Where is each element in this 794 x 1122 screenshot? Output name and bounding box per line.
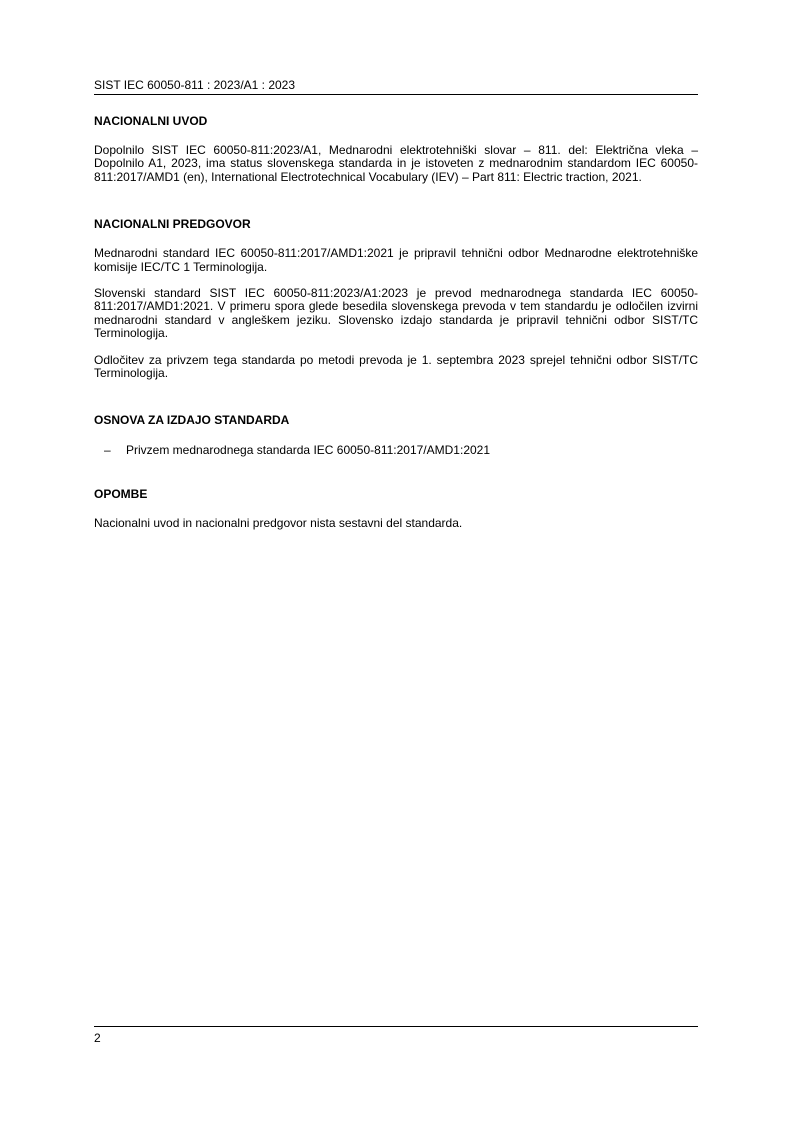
list-item: [94, 443, 698, 457]
dash-bullet: –: [104, 443, 111, 458]
page-header: SIST IEC 60050-811 : 2023/A1 : 2023: [94, 78, 698, 95]
paragraph: Nacionalni uvod in nacionalni predgovor nista sestavni del standarda.: [94, 516, 463, 531]
list-item-text: Privzem mednarodnega standarda IEC 60050-811:2017/AMD1:2021: [126, 443, 491, 458]
section-title: OSNOVA ZA IZDAJO STANDARDA: [94, 413, 290, 428]
section-nacionalni-uvod: [94, 114, 698, 184]
paragraph: Dopolnilo SIST IEC 60050-811:2023/A1, Mednarodni elektrotehniški slovar – 811. del: Električna vleka – Dopolnilo A1, 2023, ima status slovenskega standarda in je istoveten z mednarodnim standardom IEC 60050-811:2017/AMD1 (en), International Electrotechnical Vocabulary (IEV) – Part 811: Electric traction, 2021.: [94, 143, 698, 184]
page-number: 2: [94, 1031, 101, 1045]
basis-list: [94, 443, 698, 457]
section-osnova-za-izdajo: [94, 413, 698, 457]
section-title: NACIONALNI UVOD: [94, 114, 208, 128]
paragraph: Slovenski standard SIST IEC 60050-811:2023/A1:2023 je prevod mednarodnega standarda IEC 60050-811:2017/AMD1:2021. V primeru spora glede besedila slovenskega prevoda v tem standardu je odločilen izvirni mednarodni standard v angleškem jeziku. Slovensko izdajo standarda je pripravil tehnični odbor SIST/TC Terminologija.: [94, 286, 698, 341]
section-title: OPOMBE: [94, 487, 148, 502]
paragraph: Mednarodni standard IEC 60050-811:2017/AMD1:2021 je pripravil tehnični odbor Mednarodne elektrotehniške komisije IEC/TC 1 Terminologija.: [94, 246, 698, 274]
section-nacionalni-predgovor: [94, 217, 698, 380]
paragraph: Odločitev za privzem tega standarda po metodi prevoda je 1. septembra 2023 sprejel tehnični odbor SIST/TC Terminologija.: [94, 352, 698, 381]
document-body: [94, 114, 698, 531]
section-title: NACIONALNI PREDGOVOR: [94, 217, 251, 232]
section-opombe: [94, 487, 698, 530]
page-footer: [94, 1026, 698, 1045]
